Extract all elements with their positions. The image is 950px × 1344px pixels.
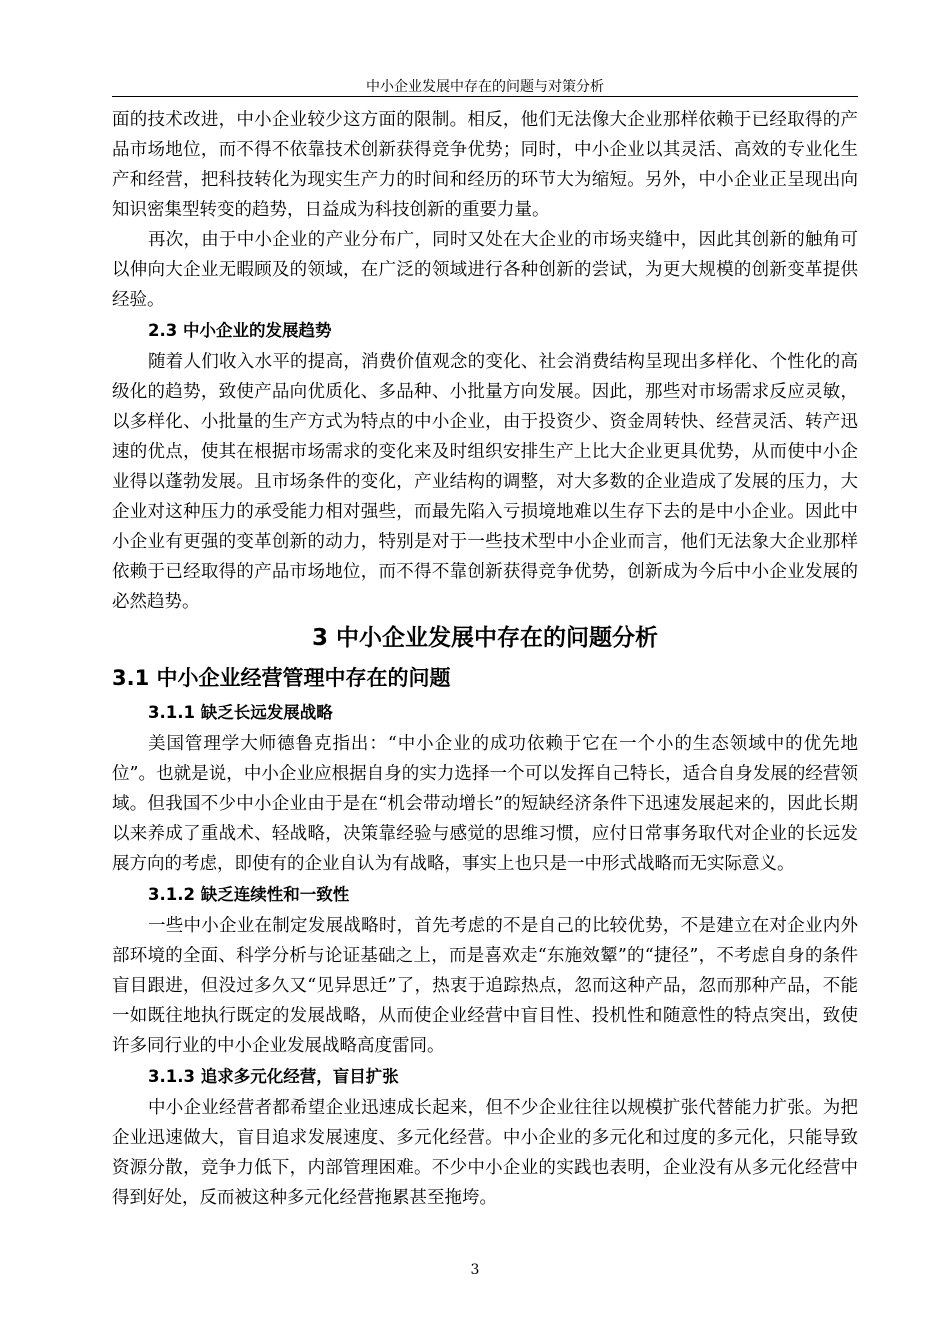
paragraph-development-trend: 随着人们收入水平的提高，消费价值观念的变化、社会消费结构呈现出多样化、个性化的高级化的趋势，致使产品向优质化、多品种、小批量方向发展。因此，那些对市场需求反应灵敏，以多样化、小批量的生产方式为特点的中小企业，由于投资少、资金周转快、经营灵活、转产迅速的优点，使其在根据市场需求的变化来及时组织安排生产上比大企业更具优势，从而使中小企业得以蓬勃发展。且市场条件的变化，产业结构的调整，对大多数的企业造成了发展的压力，大企业对这种压力的承受能力相对强些，而最先陷入亏损境地难以生存下去的是中小企业。因此中小企业有更强的变革创新的动力，特别是对于一些技术型中小企业而言，他们无法象大企业那样依赖于已经取得的产品市场地位，而不得不靠创新获得竞争优势，创新成为今后中小企业发展的必然趋势。 bbox=[112, 352, 858, 612]
paragraph-continued: 面的技术改进，中小企业较少这方面的限制。相反，他们无法像大企业那样依赖于已经取得的产品市场地位，而不得不依靠技术创新获得竞争优势；同时，中小企业以其灵活、高效的专业化生产和经营，把科技转化为现实生产力的时间和经历的环节大为缩短。另外，中小企业正呈现出向知识密集型转变的趋势，日益成为科技创新的重要力量。 bbox=[112, 110, 858, 220]
paragraph-long-term-strategy: 美国管理学大师德鲁克指出：“中小企业的成功依赖于它在一个小的生态领域中的优先地位”。也就是说，中小企业应根据自身的实力选择一个可以发挥自己特长，适合自身发展的经营领域。但我国不少中小企业由于是在“机会带动增长”的短缺经济条件下迅速发展起来的，因此长期以来养成了重战术、轻战略，决策靠经验与感觉的思维习惯，应付日常事务取代对企业的长远发展方向的考虑，即使有的企业自认为有战略，事实上也只是一中形式战略而无实际意义。 bbox=[112, 734, 858, 874]
paragraph-innovation-scope: 再次，由于中小企业的产业分布广，同时又处在大企业的市场夹缝中，因此其创新的触角可以伸向大企业无暇顾及的领域，在广泛的领域进行各种创新的尝试，为更大规模的创新变革提供经验。 bbox=[112, 230, 858, 310]
heading-3-1-2: 3.1.2 缺乏连续性和一致性 bbox=[148, 885, 350, 904]
running-header: 中小企业发展中存在的问题与对策分析 bbox=[366, 79, 604, 95]
heading-3-1: 3.1 中小企业经营管理中存在的问题 bbox=[112, 666, 451, 690]
header-rule bbox=[112, 96, 858, 97]
paragraph-consistency: 一些中小企业在制定发展战略时，首先考虑的不是自己的比较优势，不是建立在对企业内外部环境的全面、科学分析与论证基础之上，而是喜欢走“东施效颦”的“捷径”，不考虑自身的条件盲目跟进，但没过多久又“见异思迁”了，热衷于追踪热点，忽而这种产品，忽而那种产品，不能一如既往地执行既定的发展战略，从而使企业经营中盲目性、投机性和随意性的特点突出，致使许多同行业的中小企业发展战略高度雷同。 bbox=[112, 916, 858, 1056]
heading-2-3: 2.3 中小企业的发展趋势 bbox=[148, 321, 332, 340]
heading-3-1-1: 3.1.1 缺乏长远发展战略 bbox=[148, 703, 333, 722]
page-number: 3 bbox=[470, 1262, 480, 1278]
heading-3-1-3: 3.1.3 追求多元化经营，盲目扩张 bbox=[148, 1067, 399, 1086]
paragraph-diversification: 中小企业经营者都希望企业迅速成长起来，但不少企业往往以规模扩张代替能力扩张。为把企业迅速做大，盲目追求发展速度、多元化经营。中小企业的多元化和过度的多元化，只能导致资源分散，竞争力低下，内部管理困难。不少中小企业的实践也表明，企业没有从多元化经营中得到好处，反而被这种多元化经营拖累甚至拖垮。 bbox=[112, 1098, 858, 1208]
chapter-heading-3: 3 中小企业发展中存在的问题分析 bbox=[311, 625, 658, 651]
page-body bbox=[112, 105, 858, 1213]
